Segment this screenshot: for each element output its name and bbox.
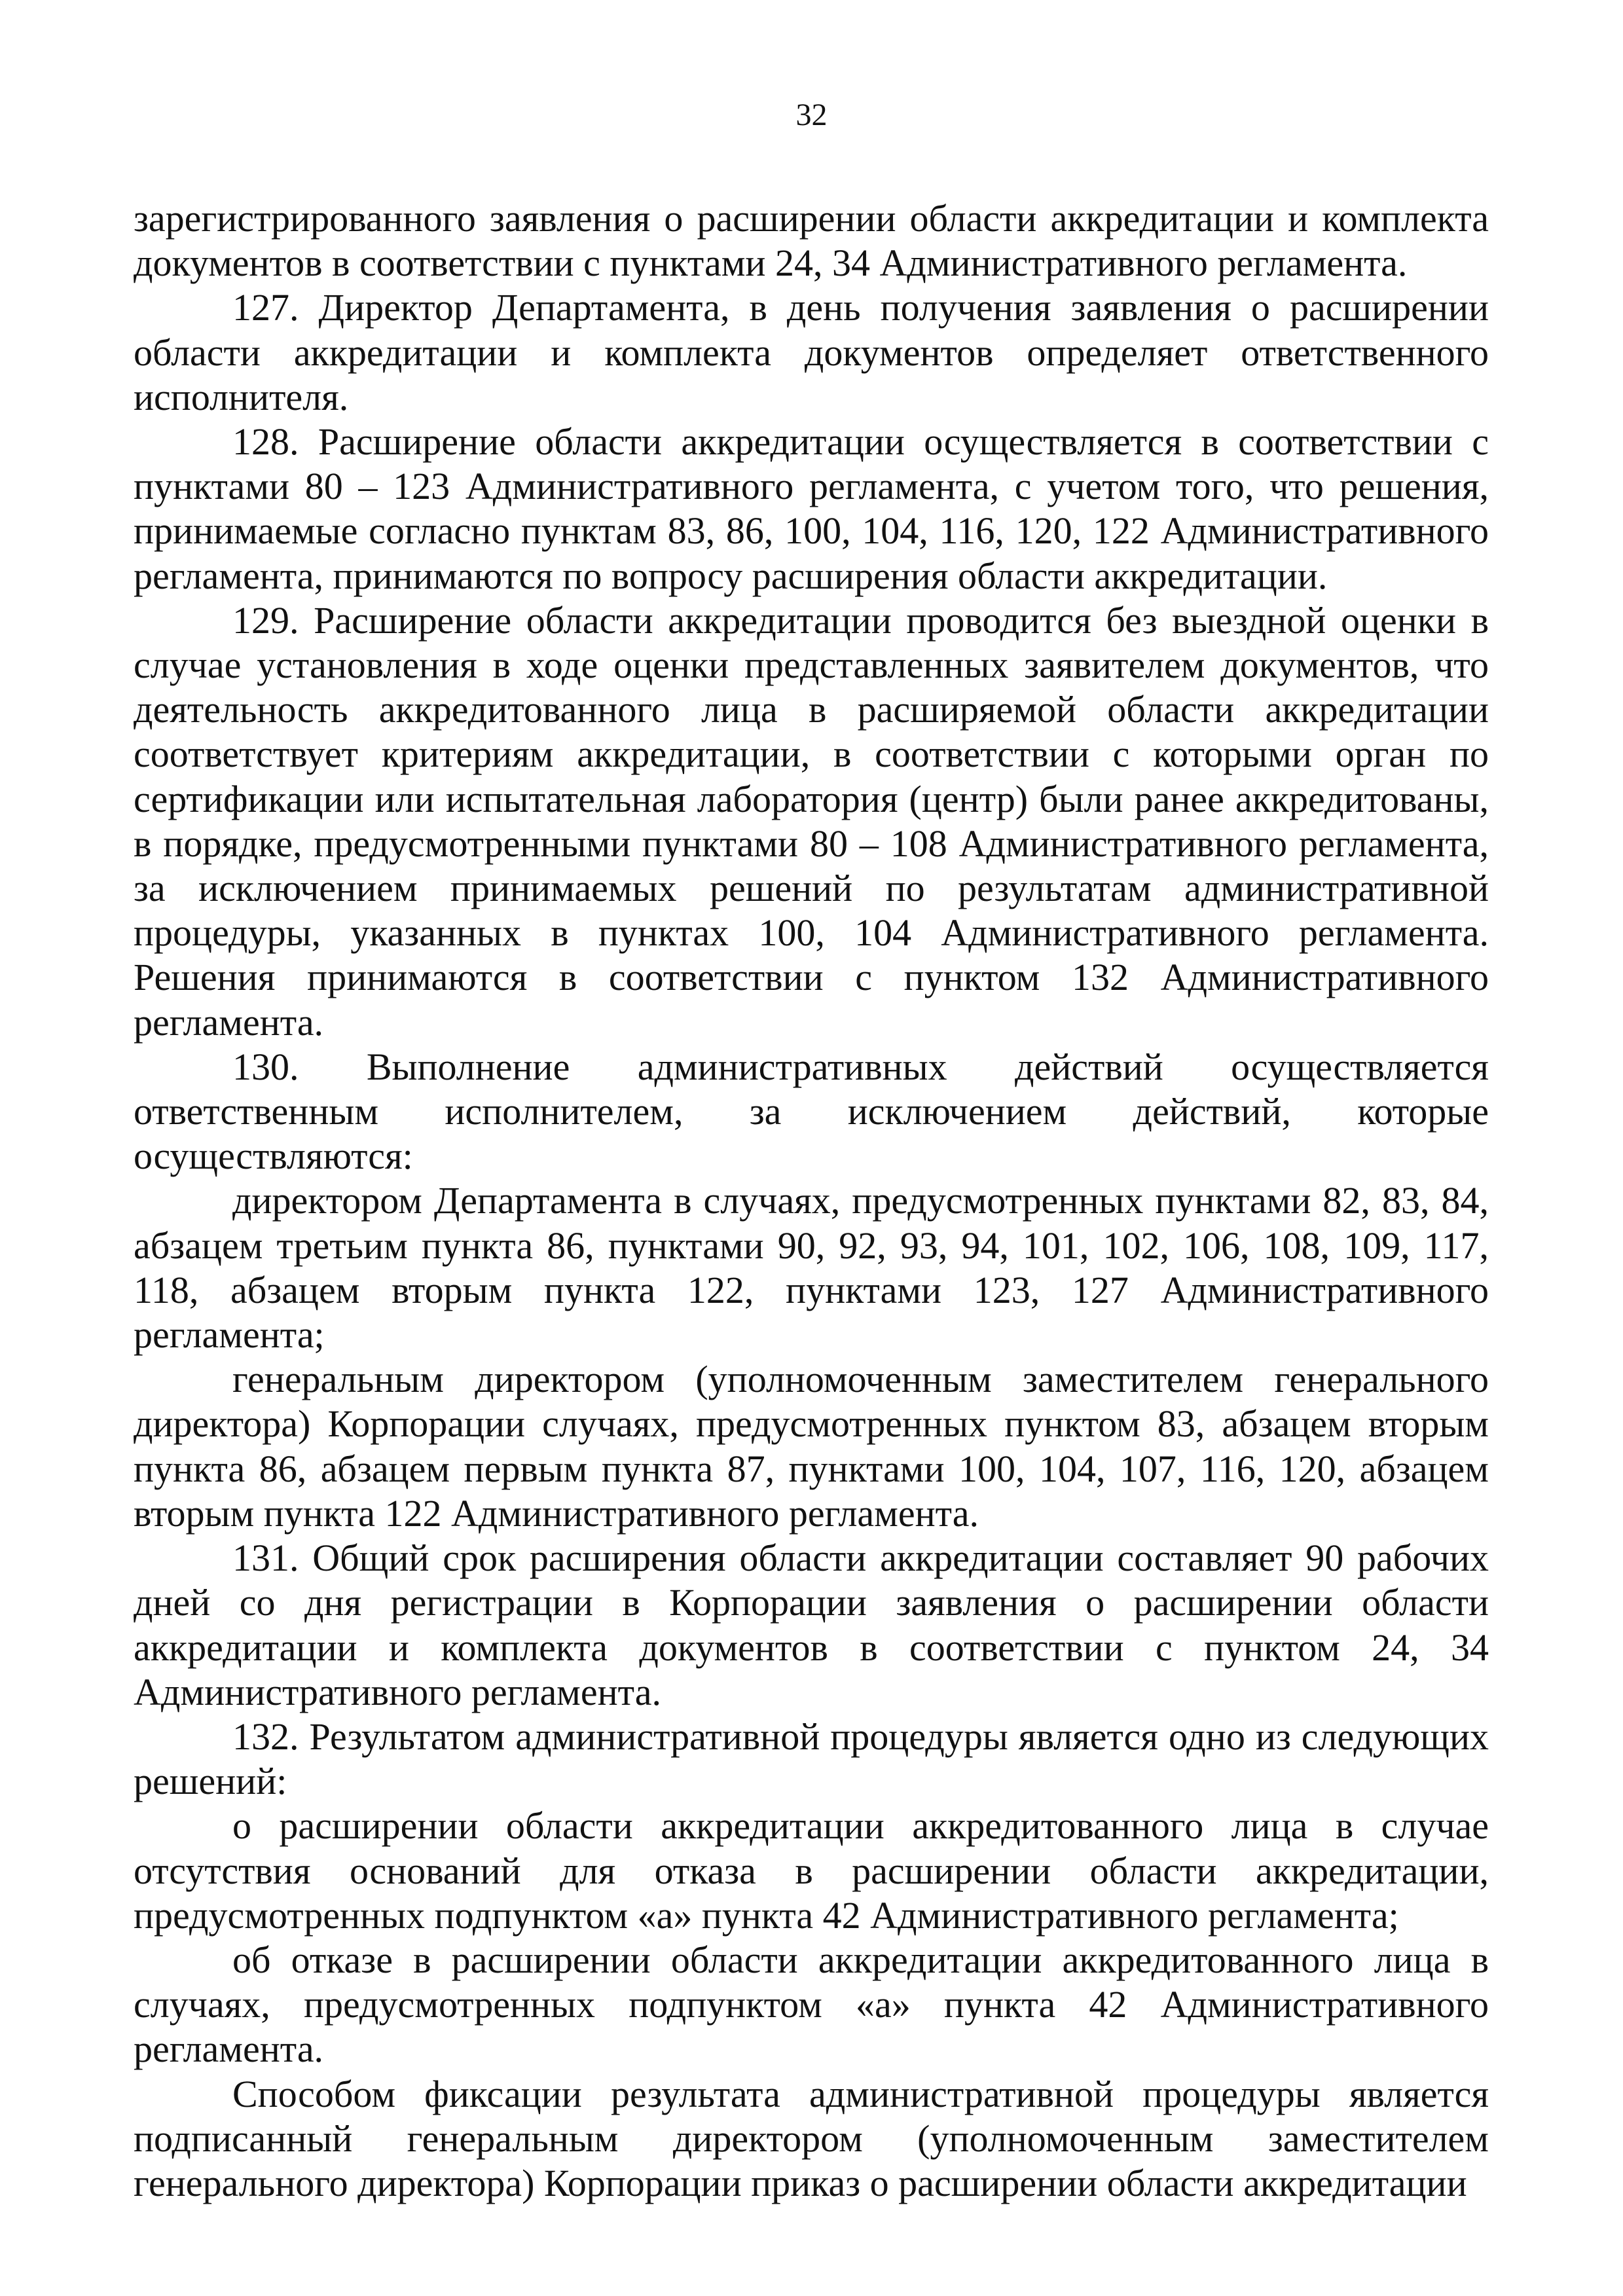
document-body	[134, 196, 1489, 2206]
paragraph-continuation: зарегистрированного заявления о расширении области аккредитации и комплекта документов в соответствии с пунктами 24, 34 Административного регламента.	[134, 197, 1489, 285]
paragraph-130: 130. Выполнение административных действий осуществляется ответственным исполнителем, за исключением действий, которые осуществляются:	[134, 1045, 1489, 1178]
paragraph-132-decision-refuse: об отказе в расширении области аккредитации аккредитованного лица в случаях, предусмотренных подпунктом «а» пункта 42 Административного регламента.	[134, 1938, 1489, 2071]
paragraph-127: 127. Директор Департамента, в день получения заявления о расширении области аккредитации и комплекта документов определяет ответственного исполнителя.	[134, 286, 1489, 418]
paragraph-130-item-director: директором Департамента в случаях, предусмотренных пунктами 82, 83, 84, абзацем третьим пункта 86, пунктами 90, 92, 93, 94, 101, 102, 106, 108, 109, 117, 118, абзацем вторым пункта 122, пунктами 123, 127 Административного регламента;	[134, 1179, 1489, 1357]
paragraph-132-decision-expand: о расширении области аккредитации аккредитованного лица в случае отсутствия оснований для отказа в расширении области аккредитации, предусмотренных подпунктом «а» пункта 42 Административного регламента;	[134, 1804, 1489, 1937]
paragraph-129: 129. Расширение области аккредитации проводится без выездной оценки в случае установления в ходе оценки представленных заявителем документов, что деятельность аккредитованного лица в расширяемой области аккредитации соответствует критериям аккредитации, в соответствии с которыми орган по сертификации или испытательная лаборатория (центр) были ранее аккредитованы, в порядке, предусмотренными пунктами 80 – 108 Административного регламента, за исключением принимаемых решений по результатам административной процедуры, указанных в пунктах 100, 104 Административного регламента. Решения принимаются в соответствии с пунктом 132 Административного регламента.	[134, 598, 1489, 1044]
page-number: 32	[795, 98, 828, 132]
paragraph-131: 131. Общий срок расширения области аккредитации составляет 90 рабочих дней со дня регистрации в Корпорации заявления о расширении области аккредитации и комплекта документов в соответствии с пунктом 24, 34 Административного регламента.	[134, 1537, 1489, 1713]
paragraph-130-item-general-director: генеральным директором (уполномоченным заместителем генерального директора) Корпорации случаях, предусмотренных пунктом 83, абзацем вторым пункта 86, абзацем первым пункта 87, пунктами 100, 104, 107, 116, 120, абзацем вторым пункта 122 Административного регламента.	[134, 1358, 1489, 1535]
paragraph-132: 132. Результатом административной процедуры является одно из следующих решений:	[134, 1715, 1489, 1803]
paragraph-128: 128. Расширение области аккредитации осуществляется в соответствии с пунктами 80 – 123 Административного регламента, с учетом того, что решения, принимаемые согласно пунктам 83, 86, 100, 104, 116, 120, 122 Административного регламента, принимаются по вопросу расширения области аккредитации.	[134, 420, 1489, 597]
paragraph-fixation-method: Способом фиксации результата административной процедуры является подписанный генеральным директором (уполномоченным заместителем генерального директора) Корпорации приказ о расширении области аккредитации	[134, 2072, 1489, 2204]
